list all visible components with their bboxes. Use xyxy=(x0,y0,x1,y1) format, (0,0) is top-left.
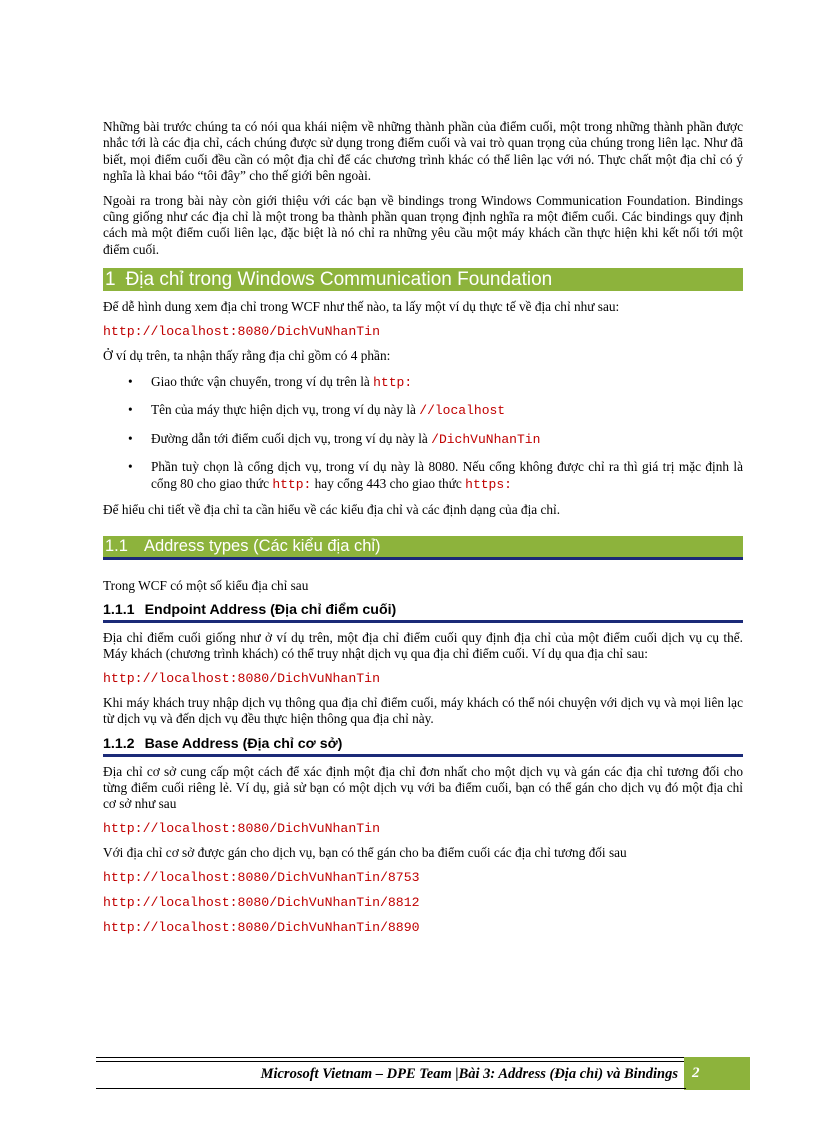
section-1-1-1-code: http://localhost:8080/DichVuNhanTin xyxy=(103,670,380,686)
section-1-heading xyxy=(103,268,743,291)
relative-address-2: http://localhost:8080/DichVuNhanTin/8812 xyxy=(103,895,420,911)
section-1-number: 1 xyxy=(105,269,116,291)
section-1-title: Địa chỉ trong Windows Communication Foundation xyxy=(125,269,553,291)
section-1-1-2-code: http://localhost:8080/DichVuNhanTin xyxy=(103,820,380,836)
section-1-1-1-heading xyxy=(103,601,743,623)
list-item: • Phần tuỳ chọn là cổng dịch vụ, trong ví dụ này là 8080. Nếu cổng không được chỉ ra thì giá trị mặc định là cổng 80 cho giao thức http: hay cổng 443 cho giao thức https: xyxy=(128,459,743,492)
section-1-1-2-paragraph-1: Địa chỉ cơ sở cung cấp một cách để xác định một địa chỉ đơn nhất cho một dịch vụ và gán các địa chỉ tương đối cho từng điểm cuối riêng lẻ. Ví dụ, giả sử bạn có một dịch vụ với ba điểm cuối, bạn có thể gán cho dịch vụ đó một địa chỉ cơ sở như sau xyxy=(103,763,743,812)
section-1-paragraph-1: Để dễ hình dung xem địa chỉ trong WCF như thế nào, ta lấy một ví dụ thực tế về địa chỉ như sau: xyxy=(103,299,620,315)
section-1-1-2-title: Base Address (Địa chỉ cơ sở) xyxy=(144,735,343,752)
relative-address-1: http://localhost:8080/DichVuNhanTin/8753 xyxy=(103,870,420,886)
list-item: • Giao thức vận chuyển, trong ví dụ trên là http: xyxy=(128,374,413,391)
intro-paragraph-1: Những bài trước chúng ta có nói qua khái niệm về những thành phần của điểm cuối, một trong những thành phần được nhắc tới là các địa chỉ, cách chúng được sử dụng trong điểm cuối và vai trò quan trọng của chúng trong liên lạc. Như đã biết, mọi điểm cuối đều cần có một địa chỉ để các chương trình khác có thể liên lạc với nó. Thực chất một địa chỉ có ý nghĩa là khai báo “tôi đây” cho thế giới bên ngoài. xyxy=(103,119,743,184)
list-item: • Tên của máy thực hiện dịch vụ, trong ví dụ này là //localhost xyxy=(128,402,506,419)
section-1-1-1-title: Endpoint Address (Địa chỉ điểm cuối) xyxy=(144,601,397,618)
section-1-1-1-paragraph-2: Khi máy khách truy nhập dịch vụ thông qua địa chỉ điểm cuối, máy khách có thể nói chuyện với dịch vụ và mọi liên lạc từ dịch vụ và đến dịch vụ đều thực hiện thông qua địa chỉ này. xyxy=(103,694,743,727)
bullet-icon: • xyxy=(128,402,133,418)
section-1-1-2-number: 1.1.2 xyxy=(103,735,135,752)
relative-address-3: http://localhost:8080/DichVuNhanTin/8890 xyxy=(103,920,420,936)
footer-title: Microsoft Vietnam – DPE Team |Bài 3: Address (Địa chỉ) và Bindings xyxy=(260,1066,678,1082)
list-item: • Đường dẫn tới điểm cuối dịch vụ, trong ví dụ này là /DichVuNhanTin xyxy=(128,430,541,447)
section-1-1-number: 1.1 xyxy=(105,536,128,555)
page-content xyxy=(103,119,743,936)
section-1-code-example: http://localhost:8080/DichVuNhanTin xyxy=(103,323,380,339)
section-1-1-1-paragraph-1: Địa chỉ điểm cuối giống như ở ví dụ trên, một địa chỉ điểm cuối quy định địa chỉ của một điểm cuối dịch vụ cụ thể. Máy khách (chương trình khách) có thể truy nhật dịch vụ qua địa chỉ điểm cuối. Ví dụ qua địa chỉ sau: xyxy=(103,629,743,662)
section-1-1-heading xyxy=(103,536,743,560)
section-1-paragraph-2: Ở ví dụ trên, ta nhận thấy rằng địa chỉ gồm có 4 phần: xyxy=(103,347,391,363)
section-1-1-2-paragraph-2: Với địa chỉ cơ sở được gán cho dịch vụ, bạn có thể gán cho ba điểm cuối các địa chỉ tương đối sau xyxy=(103,844,627,860)
inline-code: https: xyxy=(465,476,512,492)
inline-code: http: xyxy=(272,476,312,492)
footer-rule-inner xyxy=(96,1061,686,1062)
footer-rule-bottom xyxy=(96,1088,686,1089)
address-parts-list xyxy=(103,374,743,493)
section-1-paragraph-3: Để hiểu chi tiết về địa chỉ ta cần hiểu về các kiểu địa chỉ và các định dạng của địa chỉ. xyxy=(103,502,561,518)
section-1-1-paragraph: Trong WCF có một số kiểu địa chỉ sau xyxy=(103,577,309,593)
bullet-icon: • xyxy=(128,430,133,446)
footer-rule-top xyxy=(96,1057,686,1058)
inline-code: /DichVuNhanTin xyxy=(431,431,541,447)
section-1-1-title: Address types (Các kiểu địa chỉ) xyxy=(143,536,381,555)
bullet-icon: • xyxy=(128,459,133,475)
intro-paragraph-2: Ngoài ra trong bài này còn giới thiệu với các bạn về bindings trong Windows Communication Foundation. Bindings cũng giống như các địa chỉ là một trong ba thành phần quan trọng định nghĩa ra một điểm cuối. Các bindings quy định cách mà một điểm cuối liên lạc, đặc biệt là nó chỉ ra những yêu cầu một máy khách cần thực hiện khi kết nối tới một điểm cuối. xyxy=(103,192,743,257)
page-number: 2 xyxy=(692,1065,700,1081)
inline-code: http: xyxy=(373,375,413,391)
inline-code: //localhost xyxy=(419,403,506,419)
section-1-1-1-number: 1.1.1 xyxy=(103,601,135,618)
section-1-1-2-heading xyxy=(103,735,743,757)
bullet-icon: • xyxy=(128,374,133,390)
